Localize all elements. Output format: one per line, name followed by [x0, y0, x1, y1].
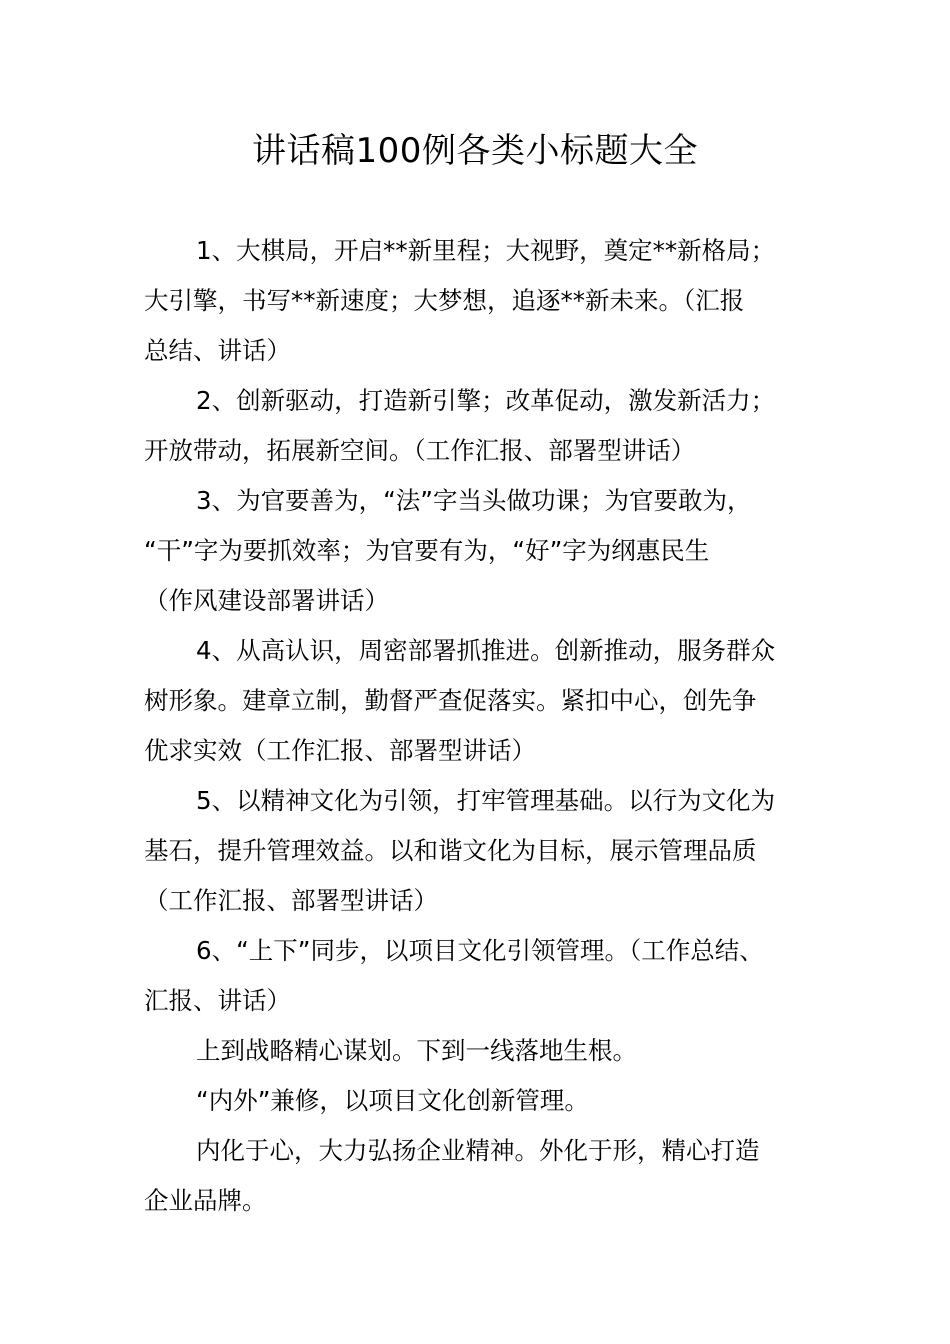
text-line: 树形象。建章立制，勤督严查促落实。紧扣中心，创先争 — [144, 686, 757, 715]
text-line: “干”字为要抓效率；为官要有为，“好”字为纲惠民生 — [144, 536, 710, 565]
text-line: 优求实效（工作汇报、部署型讲话） — [144, 736, 536, 765]
text-line: “内外”兼修，以项目文化创新管理。 — [196, 1086, 589, 1115]
text-line: 汇报、讲话） — [144, 986, 291, 1015]
text-line: （作风建设部署讲话） — [144, 586, 389, 615]
text-line: 企业品牌。 — [144, 1186, 267, 1215]
text-line: 4、从高认识，周密部署抓推进。创新推动，服务群众 — [196, 636, 776, 665]
text-line: 2、创新驱动，打造新引擎；改革促动，激发新活力； — [196, 386, 776, 415]
text-line: 总结、讲话） — [144, 336, 291, 365]
text-line: 开放带动，拓展新空间。（工作汇报、部署型讲话） — [144, 436, 696, 465]
text-line: 内化于心，大力弘扬企业精神。外化于形，精心打造 — [196, 1136, 760, 1165]
text-line: 1、大棋局，开启**新里程；大视野，奠定**新格局； — [196, 236, 776, 265]
text-line: 6、“上下”同步，以项目文化引领管理。（工作总结、 — [196, 936, 764, 965]
text-line: 基石，提升管理效益。以和谐文化为目标，展示管理品质 — [144, 836, 757, 865]
text-line: 5、以精神文化为引领，打牢管理基础。以行为文化为 — [196, 786, 776, 815]
text-line: （工作汇报、部署型讲话） — [144, 886, 438, 915]
text-line: 3、为官要善为，“法”字当头做功课；为官要敢为， — [196, 486, 752, 515]
document-title: 讲话稿100例各类小标题大全 — [252, 131, 698, 171]
text-line: 上到战略精心谋划。下到一线落地生根。 — [196, 1036, 637, 1065]
document-body — [144, 226, 844, 1226]
text-line: 大引擎，书写**新速度；大梦想，追逐**新未来。（汇报 — [144, 286, 745, 315]
